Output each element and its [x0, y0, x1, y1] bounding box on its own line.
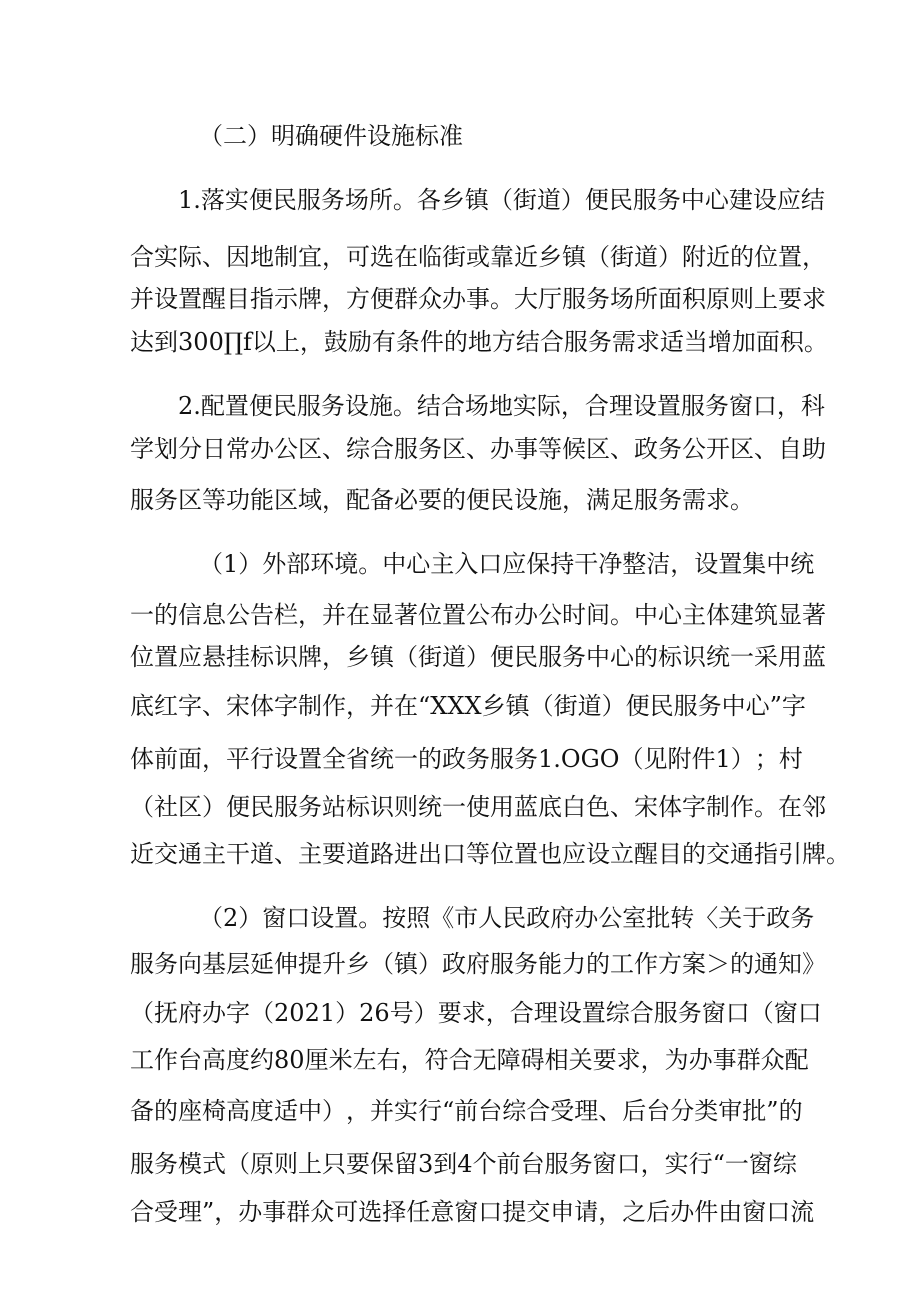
paragraph-line: 1 . 落 实 便 民 服 务 场 所 。 各 乡 镇 （ 街 道 ） 便 民 服 务 中 心 建 设 应 结 [178, 186, 825, 214]
paragraph-line: 并 设 置 醒 目 指 示 牌 ， 方 便 群 众 办 事 。 大 厅 服 务 场 所 面 积 原 则 上 要 求 [130, 285, 826, 313]
paragraph-line: 工 作 台 高 度 约 8 0 厘 米 左 右 ， 符 合 无 障 碍 相 关 要 求 ， 为 办 事 群 众 配 [130, 1046, 809, 1074]
paragraph-line: 服 务 模 式 （ 原 则 上 只 要 保 留 3 到 4 个 前 台 服 务 窗 口 ， 实 行 “ 一 窗 综 [130, 1150, 797, 1178]
paragraph-line: 近 交 通 主 干 道 、 主 要 道 路 进 出 口 等 位 置 也 应 设 立 醒 目 的 交 通 指 引 牌 。 [130, 840, 850, 868]
paragraph-line: 学 划 分 日 常 办 公 区 、 综 合 服 务 区 、 办 事 等 候 区 、 政 务 公 开 区 、 自 助 [130, 435, 826, 463]
paragraph-line: 一 的 信 息 公 告 栏 ， 并 在 显 著 位 置 公 布 办 公 时 间 。 中 心 主 体 建 筑 显 著 [130, 601, 826, 629]
paragraph-line: 底 红 字 、 宋 体 字 制 作 ， 并 在 “ X X X 乡 镇 （ 街 道 ） 便 民 服 务 中 心 ” 字 [130, 692, 806, 720]
paragraph-line: 备 的 座 椅 高 度 适 中 ） ， 并 实 行 “ 前 台 综 合 受 理 、 后 台 分 类 审 批 ” 的 [130, 1097, 803, 1125]
paragraph-line: 合 受 理 ” ， 办 事 群 众 可 选 择 任 意 窗 口 提 交 申 请 ， 之 后 办 件 由 窗 口 流 [130, 1198, 815, 1226]
paragraph-line: 服务区等功能区域，配备必要的便民设施，满足服务需求。 [130, 486, 754, 514]
paragraph-line: （ 2 ） 窗 口 设 置 。 按 照 《 市 人 民 政 府 办 公 室 批 转 〈 关 于 政 务 [199, 904, 815, 932]
paragraph-line: 2 . 配 置 便 民 服 务 设 施 。 结 合 场 地 实 际 ， 合 理 设 置 服 务 窗 口 ， 科 [178, 392, 825, 420]
paragraph-line: 位 置 应 悬 挂 标 识 牌 ， 乡 镇 （ 街 道 ） 便 民 服 务 中 心 的 标 识 统 一 采 用 蓝 [130, 643, 826, 671]
section-heading: （二）明确硬件设施标准 [199, 122, 463, 150]
paragraph-line: （ 1 ） 外 部 环 境 。 中 心 主 入 口 应 保 持 干 净 整 洁 ， 设 置 集 中 统 [199, 550, 815, 578]
paragraph-line: （ 社 区 ） 便 民 服 务 站 标 识 则 统 一 使 用 蓝 底 白 色 、 宋 体 字 制 作 。 在 邻 [130, 793, 826, 821]
paragraph-line: 服 务 向 基 层 延 伸 提 升 乡 （ 镇 ） 政 府 服 务 能 力 的 工 作 方 案 ＞ 的 通 知 》 [130, 950, 826, 978]
paragraph-line: 达 到 3 0 0 ∏ f 以 上 ， 鼓 励 有 条 件 的 地 方 结 合 服 务 需 求 适 当 增 加 面 积 。 [130, 328, 828, 356]
paragraph-line: 合 实 际 、 因 地 制 宜 ， 可 选 在 临 街 或 靠 近 乡 镇 （ 街 道 ） 附 近 的 位 置 ， [130, 243, 826, 271]
paragraph-line: （ 抚 府 办 字 （ 2 0 2 1 ） 2 6 号 ） 要 求 ， 合 理 设 置 综 合 服 务 窗 口 （ 窗 口 [130, 999, 822, 1027]
paragraph-line: 体 前 面 ， 平 行 设 置 全 省 统 一 的 政 务 服 务 1 . O G O （ 见 附 件 1 ） ； 村 [130, 745, 803, 773]
